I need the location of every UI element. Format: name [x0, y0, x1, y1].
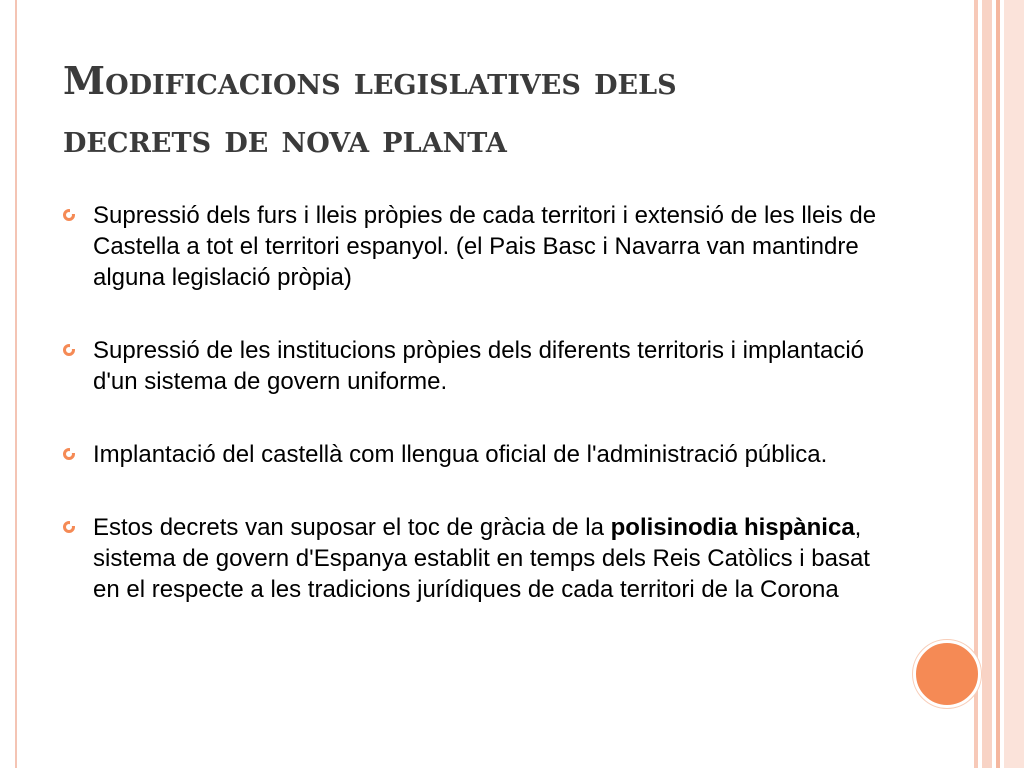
title-line-1: Modificacions legislatives dels: [63, 58, 677, 103]
title-line-2: decrets de nova planta: [63, 116, 507, 161]
bullet-text: Supressió dels furs i lleis pròpies de cada territori i extensió de les lleis de Castella a tot el territori espanyol. (el Pais Basc i Navarra van mantindre alguna legislació pròpia): [93, 202, 877, 291]
bullet-text-end: , sistema de govern d'Espanya establit en temps dels Reis Catòlics i basat en el respecte a les tradicions jurídiques de cada territori de la Corona: [93, 514, 870, 603]
bullet-item: [63, 439, 883, 470]
bullet-item: [63, 200, 883, 293]
stripe: [996, 0, 1000, 768]
right-decorative-stripes: [974, 0, 1024, 768]
bullet-text: Supressió de les institucions pròpies dels diferents territoris i implantació d'un sistema de govern uniforme.: [93, 337, 865, 395]
left-border-line: [15, 0, 17, 768]
bullet-icon: [63, 448, 75, 460]
bullet-icon: [63, 209, 75, 221]
slide-title: [63, 52, 923, 168]
bullet-text-bold-term: polisinodia hispànica: [610, 514, 855, 541]
stripe: [1004, 0, 1024, 768]
bullet-icon: [63, 521, 75, 533]
bullet-icon: [63, 344, 75, 356]
bullet-text-start: Estos decrets van suposar el toc de gràcia de la: [93, 514, 611, 541]
bullet-text: Implantació del castellà com llengua oficial de l'administració pública.: [93, 441, 828, 468]
bullet-item: [63, 335, 883, 397]
orange-circle-decoration: [913, 640, 981, 708]
stripe: [974, 0, 978, 768]
bullet-item: [63, 512, 883, 605]
stripe: [982, 0, 992, 768]
bullet-list: [63, 200, 883, 647]
